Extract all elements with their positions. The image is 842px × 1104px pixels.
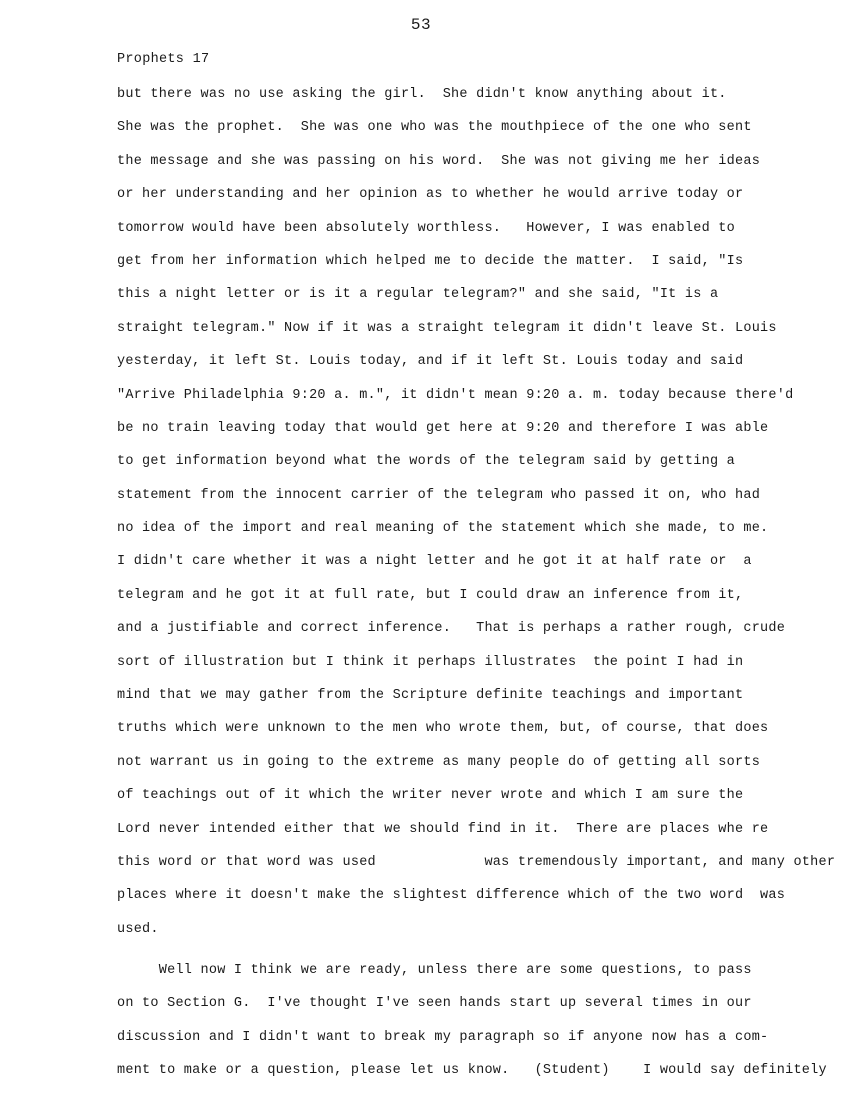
text-line: ment to make or a question, please let us know. (Student) I would say definitely [117, 1062, 827, 1078]
text-line: not warrant us in going to the extreme as many people do of getting all sorts [117, 754, 761, 770]
text-line: discussion and I didn't want to break my paragraph so if anyone now has a com- [117, 1029, 769, 1045]
text-line: I didn't care whether it was a night letter and he got it at half rate or a [117, 554, 752, 570]
text-line: this word or that word was used was tremendously important, and many other [117, 854, 836, 870]
page-number: 53 [410, 16, 432, 34]
text-line: be no train leaving today that would get here at 9:20 and therefore I was able [117, 420, 769, 436]
text-line: on to Section G. I've thought I've seen hands start up several times in our [117, 996, 752, 1012]
text-line: the message and she was passing on his word. She was not giving me her ideas [117, 153, 761, 169]
text-line: but there was no use asking the girl. She didn't know anything about it. [117, 87, 727, 102]
text-line: tomorrow would have been absolutely worthless. However, I was enabled to [117, 220, 735, 236]
text-line: mind that we may gather from the Scripture definite teachings and important [117, 688, 744, 704]
text-line: yesterday, it left St. Louis today, and if it left St. Louis today and said [117, 354, 744, 370]
text-line: places where it doesn't make the slightest difference which of the two word was [117, 888, 786, 904]
text-line: She was the prophet. She was one who was the mouthpiece of the one who sent [117, 120, 752, 136]
running-head: Prophets 17 [117, 52, 210, 67]
text-line: this a night letter or is it a regular telegram?" and she said, "It is a [117, 287, 719, 303]
text-line: "Arrive Philadelphia 9:20 a. m.", it didn't mean 9:20 a. m. today because there'd [117, 387, 794, 403]
text-line: telegram and he got it at full rate, but I could draw an inference from it, [117, 587, 744, 603]
text-line: Well now I think we are ready, unless there are some questions, to pass [117, 962, 752, 978]
body-text [117, 82, 839, 1091]
text-line: or her understanding and her opinion as to whether he would arrive today or [117, 187, 744, 203]
text-line: statement from the innocent carrier of the telegram who passed it on, who had [117, 487, 761, 503]
text-line: straight telegram." Now if it was a straight telegram it didn't leave St. Louis [117, 320, 777, 336]
text-line: and a justifiable and correct inference. That is perhaps a rather rough, crude [117, 621, 786, 637]
text-line: used. [117, 921, 159, 937]
text-line: truths which were unknown to the men who wrote them, but, of course, that does [117, 721, 769, 737]
text-line: no idea of the import and real meaning of the statement which she made, to me. [117, 521, 769, 537]
text-line: sort of illustration but I think it perhaps illustrates the point I had in [117, 654, 744, 670]
text-line: to get information beyond what the words of the telegram said by getting a [117, 454, 735, 470]
text-line: Lord never intended either that we should find in it. There are places whe re [117, 821, 769, 837]
text-line: get from her information which helped me to decide the matter. I said, "Is [117, 253, 744, 269]
text-line: of teachings out of it which the writer never wrote and which I am sure the [117, 788, 744, 804]
